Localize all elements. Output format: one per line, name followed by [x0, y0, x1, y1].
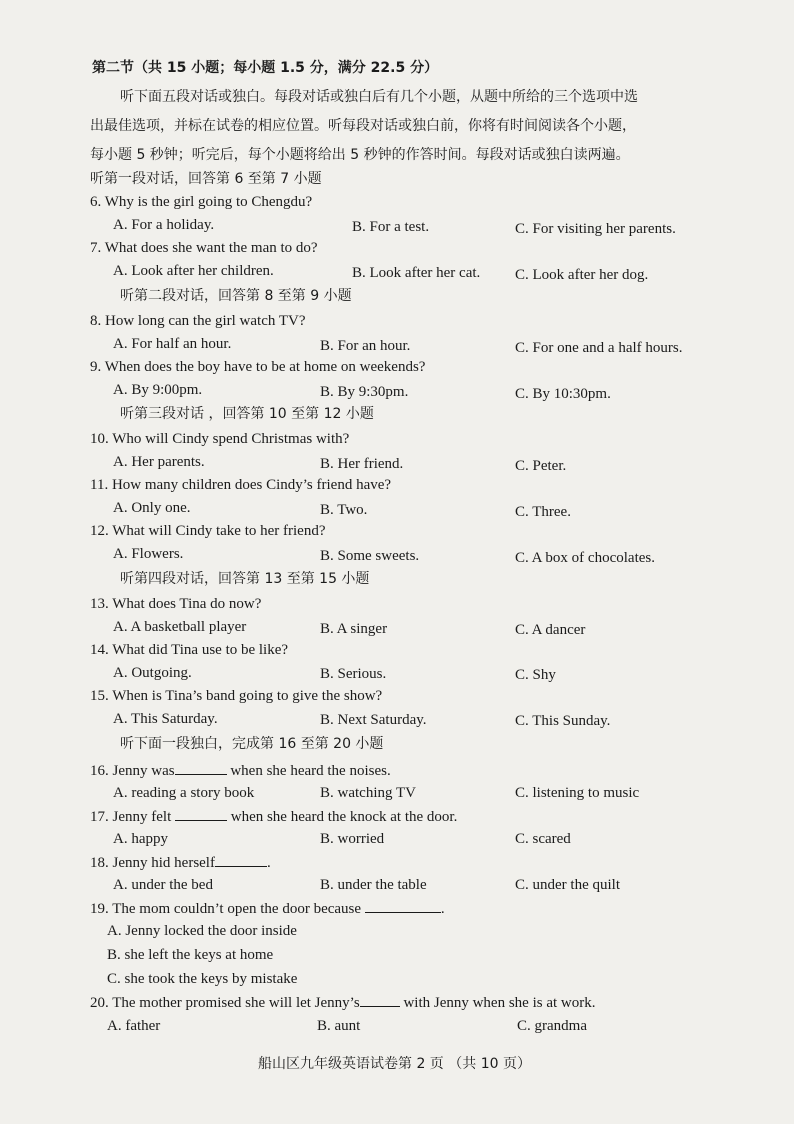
q18-option-a: A. under the bed	[113, 877, 213, 893]
question-13-stem: 13. What does Tina do now?	[90, 596, 262, 612]
q13-option-c: C. A dancer	[515, 622, 586, 638]
q19-option-a: A. Jenny locked the door inside	[107, 923, 297, 939]
q20-option-c: C. grandma	[517, 1018, 587, 1034]
question-7-stem: 7. What does she want the man to do?	[90, 240, 318, 256]
q19-answer-blank	[365, 898, 441, 913]
page-footer: 船山区九年级英语试卷第 2 页 （共 10 页）	[258, 1056, 531, 1072]
q18-answer-blank	[215, 852, 267, 867]
q19-option-b: B. she left the keys at home	[107, 947, 274, 963]
q9-option-c: C. By 10:30pm.	[515, 386, 611, 402]
question-6-stem: 6. Why is the girl going to Chengdu?	[90, 194, 313, 210]
question-18-stem	[90, 852, 271, 873]
question-11-stem: 11. How many children does Cindy’s friend have?	[90, 477, 392, 493]
q15-option-b: B. Next Saturday.	[320, 712, 427, 728]
q9-option-a: A. By 9:00pm.	[113, 382, 203, 398]
section-heading-5: 听下面一段独白，完成第 16 至第 20 小题	[120, 736, 384, 752]
section-heading-1: 听第一段对话，回答第 6 至第 7 小题	[90, 171, 322, 187]
q10-option-a: A. Her parents.	[113, 454, 205, 470]
question-17-stem	[90, 806, 457, 827]
question-12-stem: 12. What will Cindy take to her friend?	[90, 523, 326, 539]
q19-stem-end: .	[440, 901, 445, 917]
instruction-line-1: 听下面五段对话或独白。每段对话或独白后有几个小题，从题中所给的三个选项中选	[120, 89, 638, 105]
question-8-stem: 8. How long can the girl watch TV?	[90, 313, 306, 329]
q8-option-c: C. For one and a half hours.	[515, 340, 683, 356]
q12-option-c: C. A box of chocolates.	[515, 550, 655, 566]
q20-stem-start: 20. The mother promised she will let Jenny’s	[90, 995, 360, 1011]
q18-stem-end: .	[266, 855, 271, 871]
q17-option-a: A. happy	[113, 831, 168, 847]
q16-stem-start: 16. Jenny was	[90, 763, 175, 779]
section-heading-4: 听第四段对话，回答第 13 至第 15 小题	[120, 571, 370, 587]
q16-stem-end: when she heard the noises.	[230, 763, 391, 779]
q12-option-b: B. Some sweets.	[320, 548, 420, 564]
q18-option-b: B. under the table	[320, 877, 427, 893]
q6-option-c: C. For visiting her parents.	[515, 221, 676, 237]
question-14-stem: 14. What did Tina use to be like?	[90, 642, 289, 658]
q14-option-a: A. Outgoing.	[113, 665, 192, 681]
question-19-stem	[90, 898, 445, 919]
question-10-stem: 10. Who will Cindy spend Christmas with?	[90, 431, 350, 447]
q19-stem-start: 19. The mom couldn’t open the door because	[90, 901, 362, 917]
q20-answer-blank	[360, 992, 400, 1007]
q10-option-c: C. Peter.	[515, 458, 567, 474]
instruction-line-2: 出最佳选项，并标在试卷的相应位置。听每段对话或独白前，你将有时间阅读各个小题，	[90, 118, 636, 134]
question-16-stem	[90, 760, 391, 781]
instruction-line-3: 每小题 5 秒钟；听完后，每个小题将给出 5 秒钟的作答时间。每段对话或独白读两遍。	[90, 147, 630, 163]
q16-option-b: B. watching TV	[320, 785, 416, 801]
q14-option-c: C. Shy	[515, 667, 556, 683]
q11-option-b: B. Two.	[320, 502, 368, 518]
q15-option-a: A. This Saturday.	[113, 711, 218, 727]
q13-option-b: B. A singer	[320, 621, 388, 637]
section-heading-3: 听第三段对话 ，回答第 10 至第 12 小题	[120, 406, 374, 422]
section-title: 第二节（共 15 小题；每小题 1.5 分，满分 22.5 分）	[92, 60, 439, 76]
question-15-stem: 15. When is Tina’s band going to give the show?	[90, 688, 383, 704]
q6-option-b: B. For a test.	[352, 219, 430, 235]
q17-option-c: C. scared	[515, 831, 571, 847]
q16-answer-blank	[175, 760, 227, 775]
section-heading-2: 听第二段对话，回答第 8 至第 9 小题	[120, 288, 352, 304]
q19-option-c: C. she took the keys by mistake	[107, 971, 298, 987]
q17-stem-start: 17. Jenny felt	[90, 809, 172, 825]
q18-option-c: C. under the quilt	[515, 877, 620, 893]
q20-option-a: A. father	[107, 1018, 161, 1034]
q17-stem-end: when she heard the knock at the door.	[230, 809, 458, 825]
q20-stem-end: with Jenny when she is at work.	[403, 995, 596, 1011]
q18-stem-start: 18. Jenny hid herself	[90, 855, 215, 871]
q10-option-b: B. Her friend.	[320, 456, 404, 472]
q16-option-c: C. listening to music	[515, 785, 640, 801]
q20-option-b: B. aunt	[317, 1018, 361, 1034]
q7-option-c: C. Look after her dog.	[515, 267, 649, 283]
q11-option-c: C. Three.	[515, 504, 571, 520]
q13-option-a: A. A basketball player	[113, 619, 247, 635]
q9-option-b: B. By 9:30pm.	[320, 384, 409, 400]
q17-option-b: B. worried	[320, 831, 385, 847]
q7-option-b: B. Look after her cat.	[352, 265, 481, 281]
q11-option-a: A. Only one.	[113, 500, 191, 516]
q12-option-a: A. Flowers.	[113, 546, 184, 562]
q7-option-a: A. Look after her children.	[113, 263, 274, 279]
q17-answer-blank	[175, 806, 227, 821]
question-20-stem	[90, 992, 596, 1013]
q15-option-c: C. This Sunday.	[515, 713, 611, 729]
q14-option-b: B. Serious.	[320, 666, 387, 682]
q16-option-a: A. reading a story book	[113, 785, 255, 801]
q8-option-b: B. For an hour.	[320, 338, 411, 354]
question-9-stem: 9. When does the boy have to be at home on weekends?	[90, 359, 426, 375]
q6-option-a: A. For a holiday.	[113, 217, 215, 233]
q8-option-a: A. For half an hour.	[113, 336, 232, 352]
